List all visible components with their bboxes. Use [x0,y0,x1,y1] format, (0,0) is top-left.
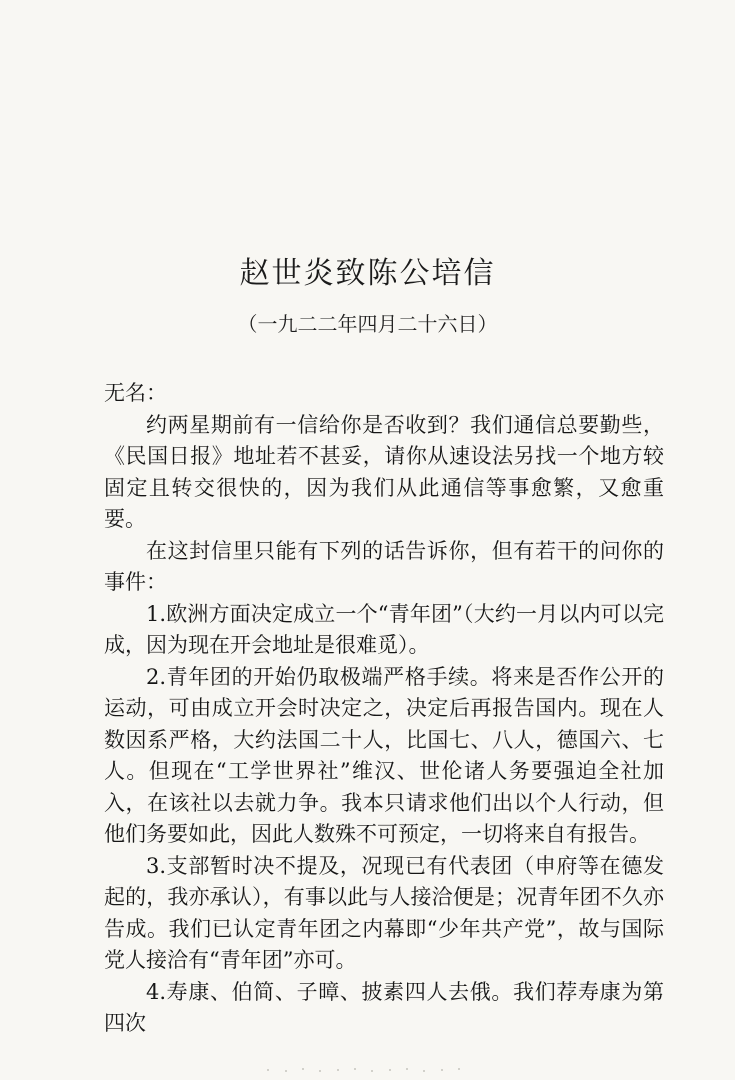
paragraph-3: 1.欧洲方面决定成立一个“青年团”（大约一月以内可以完成，因为现在开会地址是很难觅）。 [104,601,664,657]
paragraph-4: 2.青年团的开始仍取极端严格手续。将来是否作公开的运动，可由成立开会时决定之，决定后再报告国内。现在人数因系严格，大约法国二十人，比国七、八人，德国六、七人。但现在“工学世界社”维汉、世伦诸人务要强迫全社加入，在该社以去就力争。我本只请求他们出以个人行动，但他们务要如此，因此人数殊不可预定，一切将来自有报告。 [104,664,664,846]
salutation: 无名： [104,381,167,405]
document-title: 赵世炎致陈公培信 [239,256,496,291]
scan-artifact-marks [0,1060,735,1080]
paragraph-2: 在这封信里只能有下列的话告诉你，但有若干的问你的事件： [104,538,664,594]
paragraph-1: 约两星期前有一信给你是否收到？我们通信总要勤些，《民国日报》地址若不甚妥，请你从速设法另找一个地方较固定且转交很快的，因为我们从此通信等事愈繁，又愈重要。 [104,412,664,531]
letter-body [104,378,664,1040]
document-date: （一九二二年四月二十六日） [237,312,498,336]
paragraph-6: 4.寿康、伯简、子暲、披素四人去俄。我们荐寿康为第四次 [104,979,664,1035]
paragraph-5: 3.支部暂时决不提及，况现已有代表团（申府等在德发起的，我亦承认），有事以此与人接洽便是；况青年团不久亦告成。我们已认定青年团之内幕即“少年共产党”，故与国际党人接洽有“青年团”亦可。 [104,853,664,972]
